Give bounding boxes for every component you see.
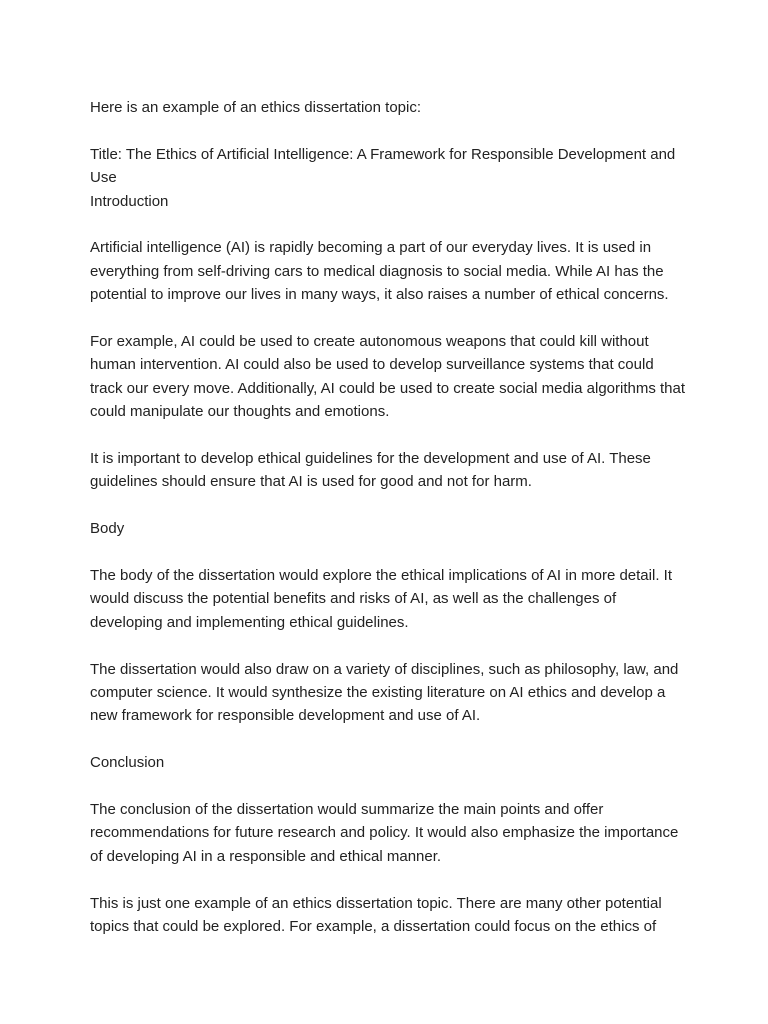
paragraph: It is important to develop ethical guidelines for the development and use of AI. These guidelines should ensure that AI is used for good and not for harm. xyxy=(90,450,651,491)
heading-introduction: Introduction xyxy=(90,192,169,210)
intro-text: Here is an example of an ethics dissertation topic: xyxy=(90,99,422,116)
paragraph: For example, AI could be used to create autonomous weapons that could kill without human intervention. AI could also be used to develop surveillance systems that could track our every move. Additionally, AI could be used to create social media algorithms that could manipulate our thoughts and emotions. xyxy=(90,333,686,421)
paragraph: Artificial intelligence (AI) is rapidly becoming a part of our everyday lives. It is used in everything from self-driving cars to medical diagnosis to social media. While AI has the potential to improve our lives in many ways, it also raises a number of ethical concerns. xyxy=(90,239,669,304)
spacer xyxy=(90,494,690,517)
heading-conclusion: Conclusion xyxy=(90,754,165,772)
spacer xyxy=(90,119,690,142)
paragraph: The body of the dissertation would explore the ethical implications of AI in more detail. It would discuss the potential benefits and risks of AI, as well as the challenges of developing and implementing ethical guidelines. xyxy=(90,567,672,631)
heading-body: Body xyxy=(90,520,125,538)
paragraph: The dissertation would also draw on a variety of disciplines, such as philosophy, law, and computer science. It would synthesize the existing literature on AI ethics and develop a new framework for responsible development and use of AI. xyxy=(90,660,679,725)
paragraph: This is just one example of an ethics dissertation topic. There are many other potential topics that could be explored. For example, a dissertation could focus on the ethics of xyxy=(90,894,662,936)
spacer xyxy=(90,213,690,236)
spacer xyxy=(90,634,690,657)
document-page xyxy=(90,96,690,938)
spacer xyxy=(90,541,690,564)
paragraph: The conclusion of the dissertation would summarize the main points and offer recommendations for future research and policy. It would also emphasize the importance of developing AI in a responsible and ethical manner. xyxy=(90,801,679,865)
spacer xyxy=(90,868,690,891)
spacer xyxy=(90,775,690,798)
spacer xyxy=(90,307,690,330)
spacer xyxy=(90,424,690,447)
spacer xyxy=(90,728,690,751)
document-title: Title: The Ethics of Artificial Intelligence: A Framework for Responsible Development and Use xyxy=(90,145,676,187)
